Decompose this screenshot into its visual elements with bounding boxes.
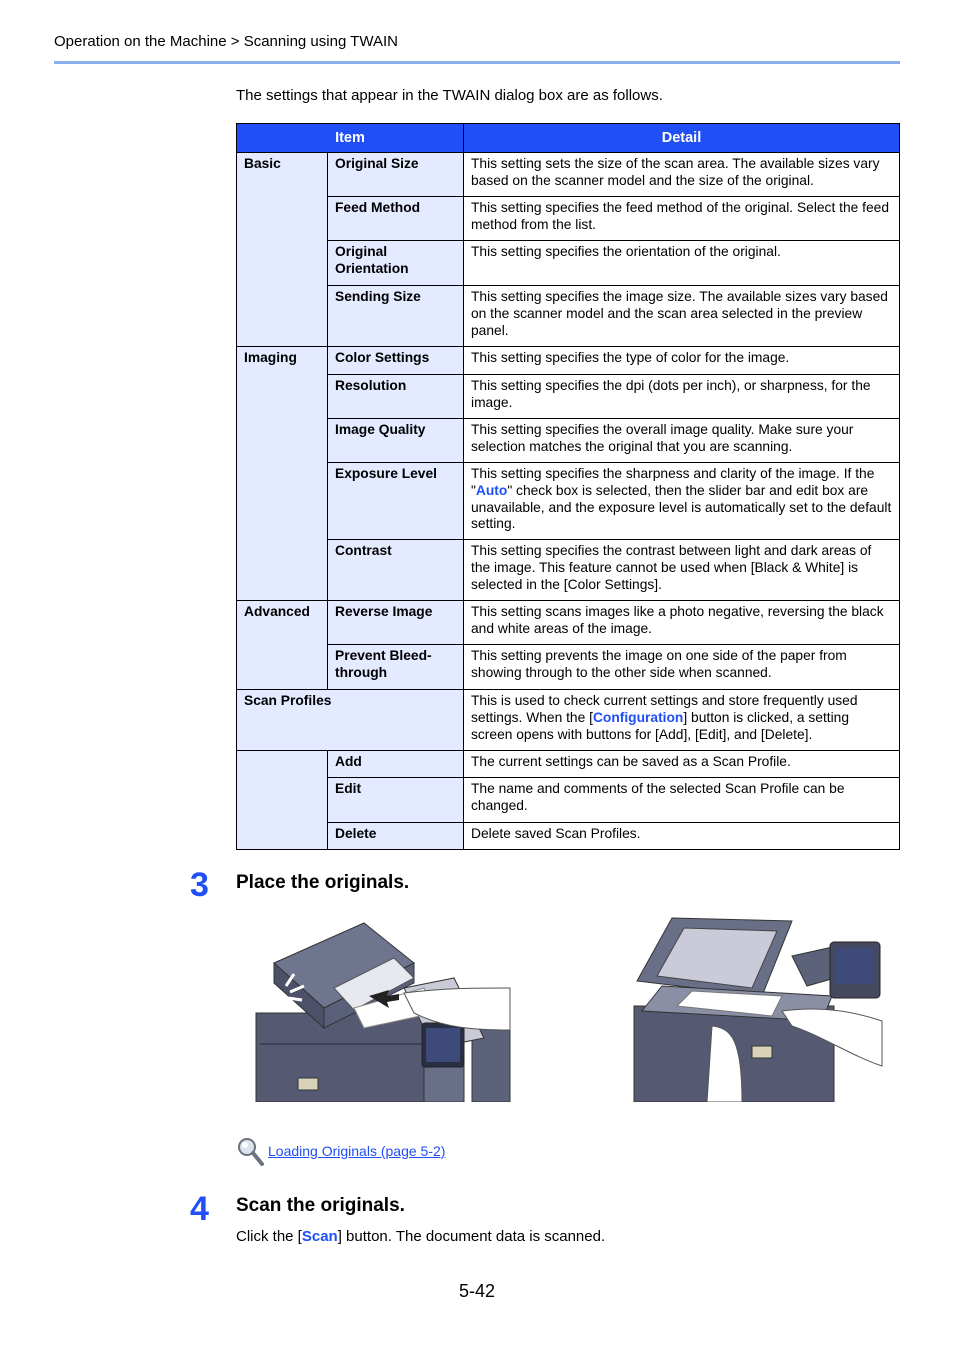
detail-cell: This setting specifies the image size. The available sizes vary based on the scanner model and the scan area selected in the preview panel. [464,286,900,347]
table-row [237,241,900,286]
breadcrumb: Operation on the Machine > Scanning using TWAIN [54,33,398,50]
item-cell: Image Quality [328,419,464,463]
group-scan-profiles: Scan Profiles [237,690,464,751]
keyword-auto: Auto [475,482,508,498]
item-cell: Resolution [328,375,464,419]
reference-link-row [236,1136,445,1166]
detail-cell: This setting sets the size of the scan area. The available sizes vary based on the scanner model and the size of the original. [464,153,900,197]
item-cell: Delete [328,823,464,850]
mfp-document-processor-illustration [254,918,512,1102]
instruction-text: Click the [ [236,1228,302,1245]
table-row [237,419,900,463]
item-cell: Prevent Bleed-through [328,645,464,690]
instruction-text: ] button. The document data is scanned. [337,1228,606,1245]
table-row [237,286,900,347]
detail-text: " check box is selected, then the slider bar and edit box are unavailable, and the exposure level is automatically set to the default setting. [471,482,892,532]
detail-cell: This setting specifies the dpi (dots per inch), or sharpness, for the image. [464,375,900,419]
item-cell: Reverse Image [328,601,464,645]
twain-settings-table [236,123,900,850]
table-row [237,347,900,375]
detail-cell: The current settings can be saved as a Scan Profile. [464,751,900,778]
table-header-row [237,124,900,153]
detail-text: ] button is clicked, a setting screen opens with buttons for [Add], [Edit], and [Delete]. [471,709,850,742]
table-row [237,540,900,601]
loading-originals-link[interactable]: Loading Originals (page 5-2) [268,1143,446,1159]
detail-cell: This setting specifies the type of color for the image. [464,347,900,375]
detail-cell: This setting specifies the feed method of the original. Select the feed method from the list. [464,197,900,241]
table-row [237,375,900,419]
header-item: Item [237,124,464,153]
item-cell: Contrast [328,540,464,601]
mfp-platen-illustration [632,916,884,1102]
detail-text: This setting specifies the sharpness and clarity of the image. If the " [471,466,875,498]
step-4-number: 4 [190,1190,209,1228]
header-detail: Detail [464,124,900,153]
item-cell: Exposure Level [328,463,464,540]
table-row [237,601,900,645]
item-cell: Sending Size [328,286,464,347]
table-row [237,823,900,850]
detail-cell: This setting specifies the orientation of the original. [464,241,900,286]
keyword-scan: Scan [301,1228,338,1245]
item-cell: Original Size [328,153,464,197]
detail-text: This is used to check current settings and store frequently used settings. When the [ [471,693,858,725]
detail-cell: Delete saved Scan Profiles. [464,823,900,850]
step-4-title: Scan the originals. [236,1195,405,1216]
group-imaging: Imaging [237,347,328,601]
detail-cell: This setting specifies the contrast between light and dark areas of the image. This feature cannot be used when [Black & White] is selected in the [Color Settings]. [464,540,900,601]
detail-cell: This setting prevents the image on one side of the paper from showing through to the other side when scanned. [464,645,900,690]
scan-profiles-spacer [237,751,328,850]
detail-cell: The name and comments of the selected Scan Profile can be changed. [464,778,900,823]
header-rule [54,61,900,64]
item-cell: Add [328,751,464,778]
detail-cell [464,463,900,540]
group-advanced: Advanced [237,601,328,690]
page-number: 5-42 [459,1281,496,1301]
magnifier-icon [236,1136,264,1166]
item-cell: Feed Method [328,197,464,241]
item-cell: Color Settings [328,347,464,375]
group-basic: Basic [237,153,328,347]
detail-cell: This setting specifies the overall image quality. Make sure your selection matches the original that you are scanning. [464,419,900,463]
table-row [237,197,900,241]
detail-cell: This setting scans images like a photo negative, reversing the black and white areas of the image. [464,601,900,645]
detail-cell [464,690,900,751]
table-row [237,153,900,197]
table-row [237,751,900,778]
table-row [237,690,900,751]
table-row [237,645,900,690]
step-3-number: 3 [190,866,209,904]
table-row [237,463,900,540]
step-4-instruction [236,1228,605,1245]
item-cell: Original Orientation [328,241,464,286]
item-cell: Edit [328,778,464,823]
table-row [237,778,900,823]
step-3-title: Place the originals. [236,872,410,893]
keyword-configuration: Configuration [592,709,684,725]
intro-text: The settings that appear in the TWAIN dialog box are as follows. [236,87,663,104]
